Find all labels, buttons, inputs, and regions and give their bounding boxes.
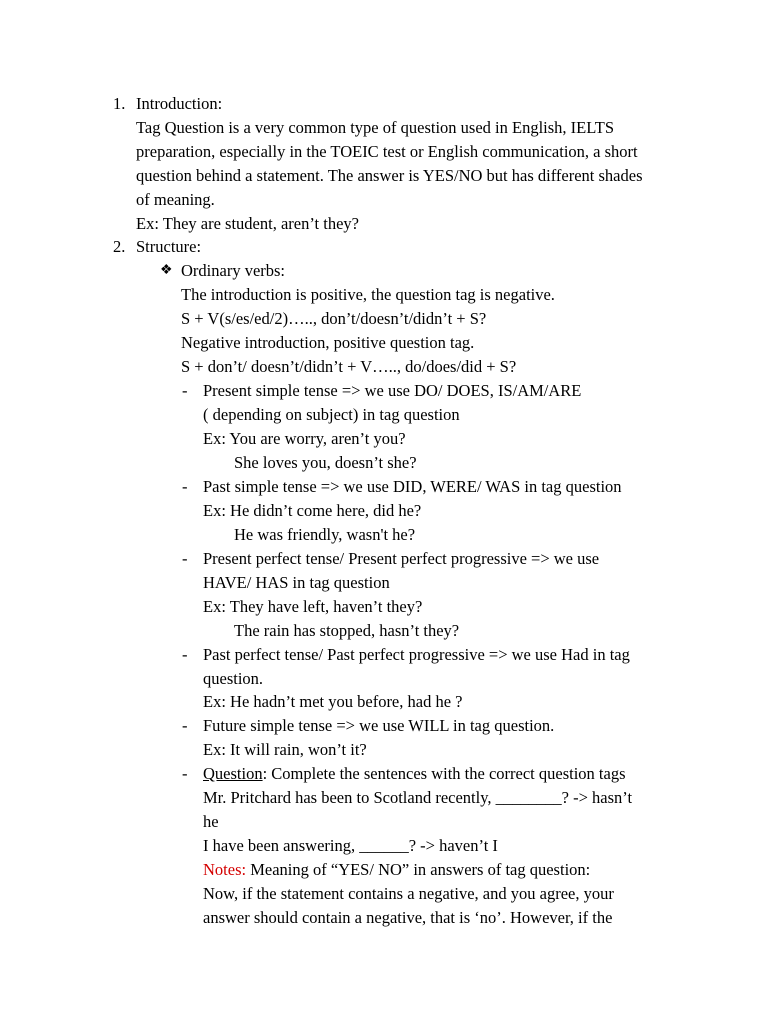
question-item-cont: he [203,812,219,831]
question-item: I have been answering, ______? -> haven’t I [203,836,498,855]
notes-paragraph-line: answer should contain a negative, that is ‘no’. However, if the [203,908,613,927]
diamond-bullet-icon: ❖ [160,263,173,278]
item-past-perfect: Past perfect tense/ Past perfect progressive => we use Had in tag [203,645,630,664]
example-line: Ex: He hadn’t met you before, had he ? [203,692,463,711]
notes-text: Meaning of “YES/ NO” in answers of tag question: [246,860,591,879]
formula-positive: S + V(s/es/ed/2)….., don’t/doesn’t/didn’t + S? [181,309,487,328]
example-line: He was friendly, wasn't he? [234,525,416,544]
dash-bullet: - [182,381,188,400]
intro-paragraph-line: of meaning. [136,190,215,209]
bullet-label-ordinary-verbs: Ordinary verbs: [181,261,286,280]
example-line: She loves you, doesn’t she? [234,453,417,472]
rule-positive-intro: The introduction is positive, the question tag is negative. [181,285,555,304]
intro-paragraph-line: question behind a statement. The answer is YES/NO but has different shades [136,166,643,185]
question-label: Question [203,764,263,783]
example-line: Ex: It will rain, won’t it? [203,740,367,759]
dash-bullet: - [182,477,188,496]
question-item: Mr. Pritchard has been to Scotland recently, ________? -> hasn’t [203,788,633,807]
question-line [203,764,626,784]
notes-label: Notes: [203,860,247,879]
dash-bullet: - [182,716,188,735]
notes-paragraph-line: Now, if the statement contains a negative, and you agree, your [203,884,614,903]
notes-line [203,860,590,880]
example-line: The rain has stopped, hasn’t they? [234,621,460,640]
example-line: Ex: They have left, haven’t they? [203,597,423,616]
rule-negative-intro: Negative introduction, positive question tag. [181,333,475,352]
dash-bullet: - [182,645,188,664]
intro-example: Ex: They are student, aren’t they? [136,214,359,233]
formula-negative: S + don’t/ doesn’t/didn’t + V….., do/does/did + S? [181,357,517,376]
item-present-perfect: Present perfect tense/ Present perfect progressive => we use [203,549,600,568]
section-2-heading: Structure: [136,237,202,256]
question-instruction: : Complete the sentences with the correct question tags [262,764,626,783]
item-present-simple-cont: ( depending on subject) in tag question [203,405,460,424]
item-past-perfect-cont: question. [203,669,264,688]
example-line: Ex: You are worry, aren’t you? [203,429,406,448]
item-present-perfect-cont: HAVE/ HAS in tag question [203,573,390,592]
section-1-heading: Introduction: [136,94,223,113]
item-present-simple: Present simple tense => we use DO/ DOES, IS/AM/ARE [203,381,582,400]
dash-bullet: - [182,764,188,783]
intro-paragraph-line: Tag Question is a very common type of question used in English, IELTS [136,118,615,137]
intro-paragraph-line: preparation, especially in the TOEIC test or English communication, a short [136,142,638,161]
example-line: Ex: He didn’t come here, did he? [203,501,422,520]
section-1-number: 1. [113,94,126,113]
dash-bullet: - [182,549,188,568]
item-past-simple: Past simple tense => we use DID, WERE/ WAS in tag question [203,477,622,496]
section-2-number: 2. [113,237,126,256]
item-future-simple: Future simple tense => we use WILL in tag question. [203,716,555,735]
